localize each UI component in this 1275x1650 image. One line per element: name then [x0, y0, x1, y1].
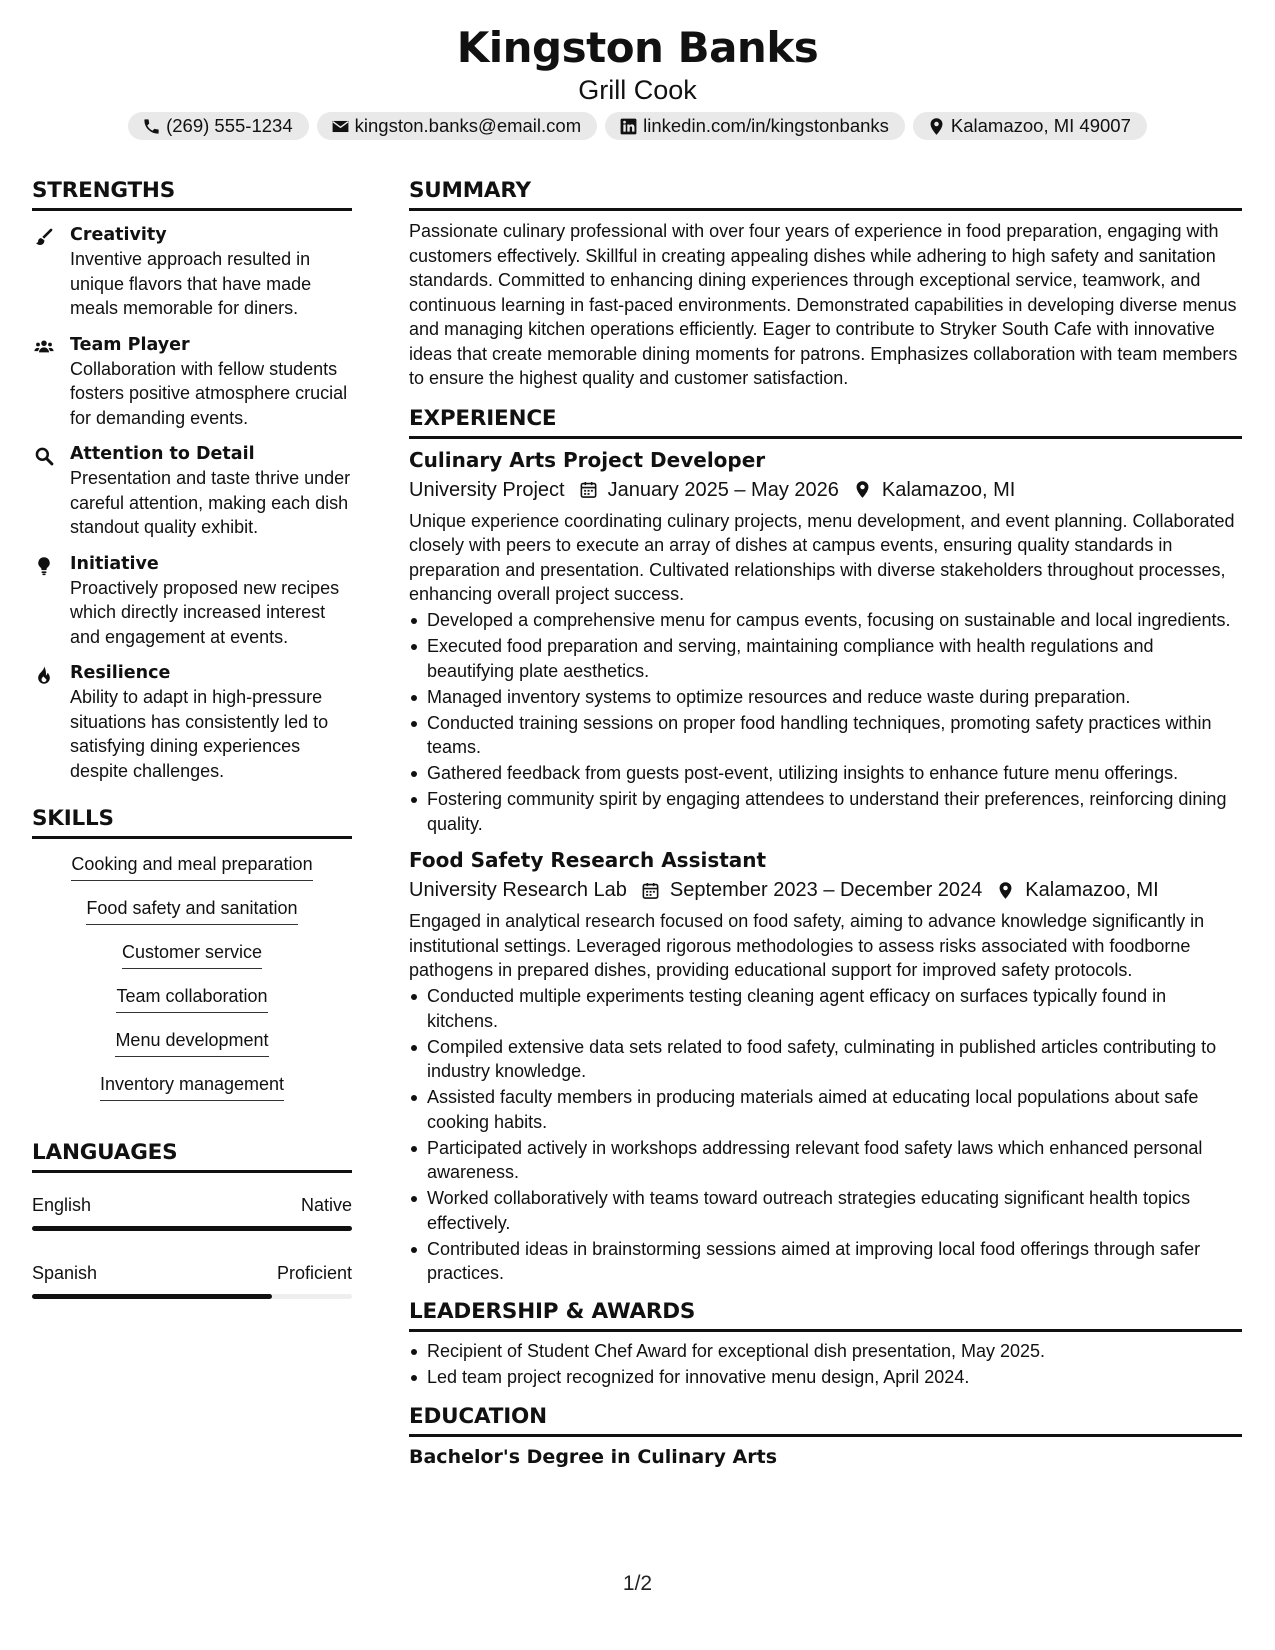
awards-list [409, 1339, 1242, 1390]
awards-heading: LEADERSHIP & AWARDS [409, 1298, 1242, 1332]
job-bullet: Assisted faculty members in producing materials aimed at educating local populations about safe cooking habits. [409, 1085, 1242, 1134]
job-dates: September 2023 – December 2024 [669, 879, 983, 901]
languages-heading: LANGUAGES [32, 1139, 352, 1173]
skill-item [32, 940, 352, 969]
skill-label: Cooking and meal preparation [71, 852, 312, 881]
summary-text: Passionate culinary professional with over four years of experience in food preparation, engaging with customers effectively. Skillful in creating appealing dishes while adhering to high safety and sanitation standards. Committed to enhancing dining experiences through exceptional service, teamwork, and continuous learning in fast-paced environments. Demonstrated capabilities in developing diverse menus and managing kitchen operations efficiently. Eager to contribute to Stryker South Cafe with innovative ideas that create memorable dining moments for patrons. Emphasizes collaboration with team members to ensure the highest quality and customer satisfaction. [409, 221, 1238, 388]
brush-icon [34, 227, 54, 247]
skills-list [32, 852, 352, 1101]
job-meta [409, 876, 1242, 904]
language-level: Native [300, 1195, 352, 1215]
proficiency-fill [32, 1294, 272, 1299]
skill-item [32, 1072, 352, 1101]
strength-title: Team Player [70, 334, 190, 355]
job-description: Engaged in analytical research focused on food safety, aiming to advance knowledge significantly in institutional settings. Leveraged rigorous methodologies to assess risks associated with foodborne pathogens in prepared dishes, providing educational support for improved safety protocols. [409, 911, 1205, 980]
calendar-icon [579, 480, 598, 499]
proficiency-fill [32, 1226, 352, 1231]
language-item [32, 1261, 352, 1299]
award-item: Recipient of Student Chef Award for exceptional dish presentation, May 2025. [409, 1339, 1242, 1364]
job-bullet: Gathered feedback from guests post-event, utilizing insights to enhance future menu offerings. [409, 761, 1242, 786]
job-bullet: Participated actively in workshops addressing relevant food safety laws which enhanced personal awareness. [409, 1136, 1242, 1185]
strength-title: Resilience [70, 663, 171, 683]
strength-title: Attention to Detail [70, 444, 255, 464]
strength-item [32, 442, 352, 540]
location-text: Kalamazoo, MI 49007 [950, 115, 1131, 136]
map-pin-icon [853, 480, 872, 499]
job-bullet: Conducted multiple experiments testing cleaning agent efficacy on surfaces typically found in kitchens. [409, 984, 1242, 1033]
skill-item [32, 984, 352, 1013]
job-bullet: Fostering community spirit by engaging attendees to understand their preferences, reinforcing dining quality. [409, 787, 1242, 836]
strengths-heading: STRENGTHS [32, 177, 352, 211]
degree-title: Bachelor's Degree in Culinary Arts [409, 1446, 778, 1468]
map-pin-icon [996, 881, 1015, 900]
left-column [32, 177, 352, 1299]
phone-text: (269) 555-1234 [166, 115, 293, 136]
skill-item [32, 896, 352, 925]
lightbulb-icon [34, 556, 54, 576]
strength-description: Inventive approach resulted in unique flavors that have made meals memorable for diners. [70, 249, 312, 318]
award-item: Led team project recognized for innovative menu design, April 2024. [409, 1365, 1242, 1390]
job-organization: University Project [409, 478, 565, 501]
strength-description: Ability to adapt in high-pressure situations has consistently led to satisfying dining experiences despite challenges. [70, 687, 329, 781]
strength-item [32, 661, 352, 783]
resume-header [0, 22, 1275, 140]
job-organization: University Research Lab [409, 879, 627, 901]
experience-entry [409, 447, 1242, 837]
job-title-headline: Grill Cook [578, 75, 697, 105]
linkedin-text: linkedin.com/in/kingstonbanks [643, 115, 889, 136]
language-name: English [32, 1195, 92, 1215]
phone-contact[interactable] [128, 112, 309, 140]
job-bullet: Conducted training sessions on proper food handling techniques, promoting safety practices within teams. [409, 711, 1242, 760]
job-bullet: Executed food preparation and serving, maintaining compliance with health regulations and beautifying plate aesthetics. [409, 634, 1242, 683]
job-title: Culinary Arts Project Developer [409, 447, 766, 472]
map-pin-icon [927, 117, 946, 136]
phone-icon [142, 117, 161, 136]
location-contact [913, 112, 1147, 140]
language-item [32, 1193, 352, 1231]
job-bullet: Contributed ideas in brainstorming sessions aimed at improving local food offerings through safer practices. [409, 1237, 1242, 1286]
strength-item [32, 552, 352, 650]
summary-heading: SUMMARY [409, 177, 1242, 211]
strength-title: Initiative [70, 553, 159, 574]
page-number: 1/2 [622, 1572, 653, 1595]
skill-label: Menu development [115, 1028, 268, 1057]
strength-item [32, 333, 352, 431]
envelope-icon [331, 117, 350, 136]
skill-label: Customer service [122, 940, 262, 969]
linkedin-icon [619, 117, 638, 136]
job-location: Kalamazoo, MI [881, 478, 1016, 501]
strength-description: Collaboration with fellow students fosters positive atmosphere crucial for demanding events. [70, 358, 348, 428]
job-dates: January 2025 – May 2026 [607, 478, 839, 501]
strength-description: Proactively proposed new recipes which directly increased interest and engagement at events. [70, 577, 340, 647]
fire-icon [34, 665, 54, 685]
education-heading: EDUCATION [409, 1403, 1242, 1437]
candidate-name: Kingston Banks [456, 23, 819, 72]
job-bullets [409, 984, 1242, 1286]
skill-label: Team collaboration [116, 984, 267, 1013]
experience-heading: EXPERIENCE [409, 405, 1242, 439]
strength-item [32, 223, 352, 321]
proficiency-bar [32, 1226, 352, 1231]
language-level: Proficient [276, 1263, 352, 1283]
job-description: Unique experience coordinating culinary projects, menu development, and event planning. Collaborated closely with peers to execute an array of dishes at campus events, ensuring quality standards in preparation and presentation. Cultivated relationships with diverse stakeholders throughout processes, enhancing overall project success. [409, 510, 1235, 604]
search-icon [34, 446, 54, 466]
skill-item [32, 852, 352, 881]
right-column [409, 177, 1242, 1470]
skill-label: Food safety and sanitation [86, 896, 297, 925]
email-contact[interactable] [317, 112, 598, 140]
users-icon [34, 337, 54, 357]
job-bullet: Worked collaboratively with teams toward outreach strategies educating significant health topics effectively. [409, 1186, 1242, 1235]
skill-label: Inventory management [100, 1072, 284, 1101]
calendar-icon [641, 881, 660, 900]
job-meta [409, 476, 1242, 504]
job-bullets [409, 608, 1242, 836]
job-bullet: Compiled extensive data sets related to food safety, culminating in published articles contributing to industry knowledge. [409, 1035, 1242, 1084]
linkedin-contact[interactable] [605, 112, 905, 140]
proficiency-bar [32, 1294, 352, 1299]
job-bullet: Developed a comprehensive menu for campus events, focusing on sustainable and local ingredients. [409, 608, 1242, 633]
strength-description: Presentation and taste thrive under careful attention, making each dish standout quality exhibit. [70, 468, 351, 537]
job-location: Kalamazoo, MI [1025, 879, 1159, 901]
experience-entry [409, 847, 1242, 1286]
skill-item [32, 1028, 352, 1057]
job-bullet: Managed inventory systems to optimize resources and reduce waste during preparation. [409, 685, 1242, 710]
language-name: Spanish [32, 1263, 98, 1283]
strength-title: Creativity [70, 225, 167, 245]
skills-heading: SKILLS [32, 805, 352, 839]
email-text: kingston.banks@email.com [354, 115, 582, 136]
contact-bar [0, 112, 1275, 140]
job-title: Food Safety Research Assistant [409, 848, 767, 872]
